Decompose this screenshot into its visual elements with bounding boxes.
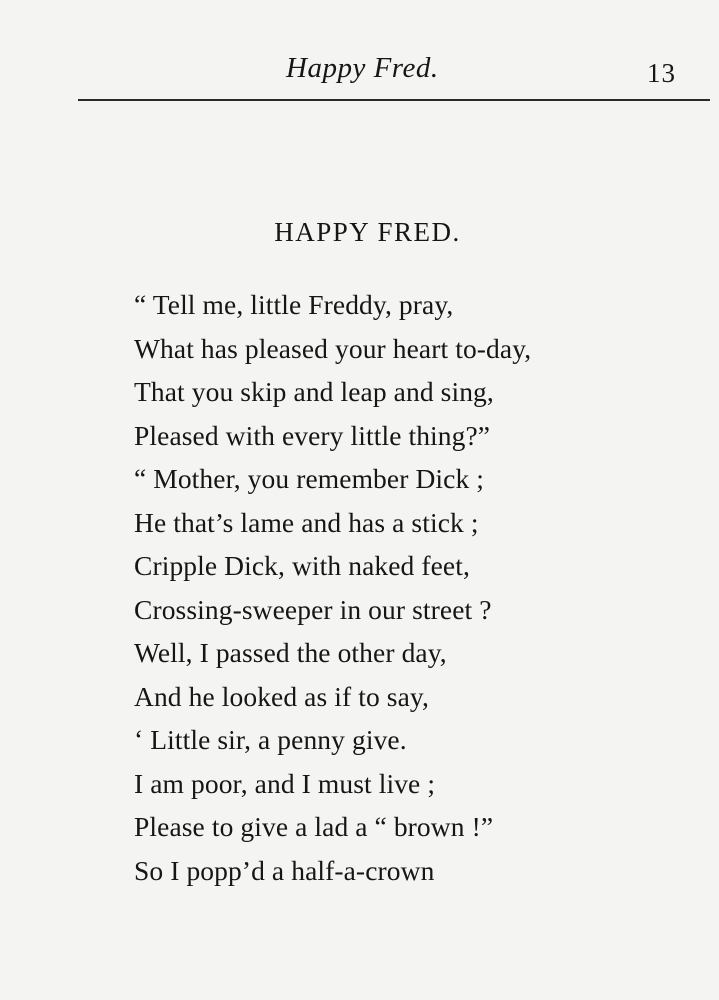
page-number: 13	[647, 58, 676, 88]
running-head	[0, 52, 719, 92]
poem-line: ‘ Little sir, a penny give.	[134, 724, 407, 755]
poem-line: Crossing-sweeper in our street ?	[134, 593, 492, 625]
header-rule	[78, 99, 710, 101]
poem-line: “ Tell me, little Freddy, pray,	[134, 289, 454, 320]
poem-line: That you skip and leap and sing,	[134, 376, 494, 407]
poem-body	[134, 283, 694, 892]
poem-line: And he looked as if to say,	[134, 680, 429, 712]
running-title: Happy Fred.	[286, 52, 439, 84]
poem-line: He that’s lame and has a stick ;	[134, 506, 479, 538]
poem-line: So I popp’d a half-a-crown	[134, 854, 435, 886]
poem-line: Cripple Dick, with naked feet,	[134, 550, 470, 581]
poem-line: Well, I passed the other day,	[134, 637, 447, 668]
poem-line: Please to give a lad a “ brown !”	[134, 811, 494, 842]
poem-line: I am poor, and I must live ;	[134, 767, 436, 799]
poem-line: Pleased with every little thing?”	[134, 419, 491, 451]
poem-line: What has pleased your heart to-day,	[134, 332, 532, 364]
poem-line: “ Mother, you remember Dick ;	[134, 463, 485, 494]
poem-title: HAPPY FRED.	[274, 217, 461, 247]
